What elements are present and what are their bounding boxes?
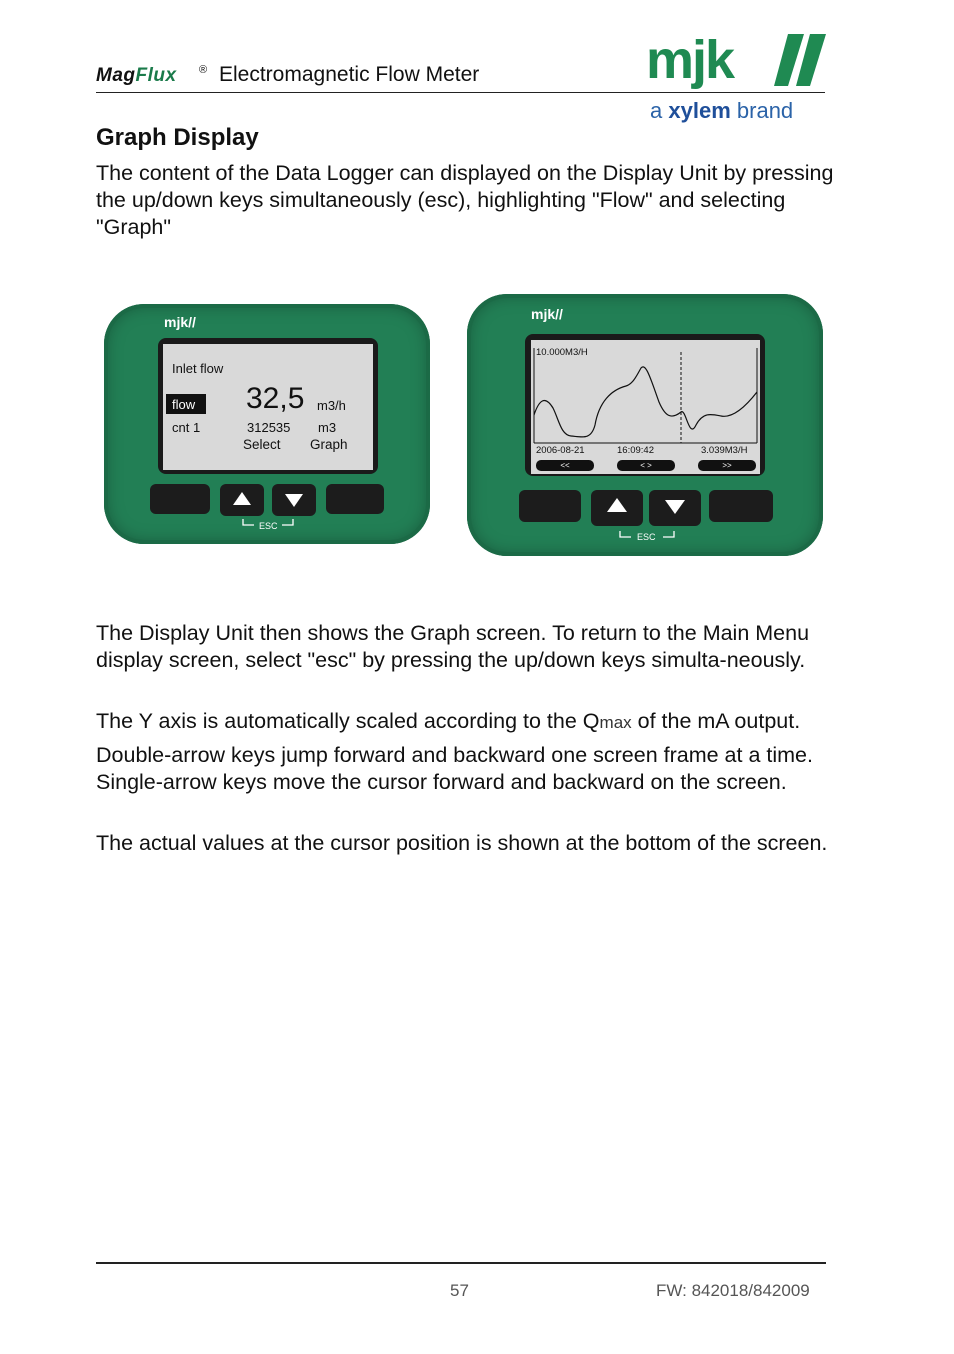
device-logo: mjk// [531, 306, 563, 322]
graph-screen [531, 340, 760, 474]
page-number: 57 [450, 1281, 469, 1300]
down-arrow-icon [272, 484, 316, 516]
softkey-select[interactable]: Select [243, 437, 281, 452]
frame-back-button[interactable]: << [536, 460, 594, 471]
flow-trace [534, 367, 757, 437]
menu-item-cnt[interactable]: cnt 1 [172, 420, 201, 435]
softkey-left-button[interactable] [150, 484, 210, 514]
main-screen [163, 344, 373, 470]
softkey-left-button[interactable] [519, 490, 581, 522]
mjk-logo-text: mjk [646, 30, 734, 90]
menu-item-flow[interactable]: flow [172, 397, 196, 412]
qmax-subscript: max [599, 713, 632, 732]
mjk-slashes-icon [774, 34, 826, 90]
brand-mag: Mag [96, 65, 136, 86]
paragraph-cursor-values: The actual values at the cursor position is shown at the bottom of the screen. [96, 831, 828, 855]
tag-a: a [650, 98, 663, 123]
softkey-graph[interactable]: Graph [310, 437, 348, 452]
header-title: Electromagnetic Flow Meter [219, 63, 480, 86]
paragraph-arrow-keys: Double-arrow keys jump forward and backward one screen frame at a time. Single-arrow keys move the cursor forward and backward on the screen. [96, 743, 813, 794]
frame-forward-button[interactable]: >> [698, 460, 756, 471]
down-button[interactable] [272, 484, 316, 516]
display-unit-graph [467, 294, 823, 556]
section-heading: Graph Display [96, 124, 259, 151]
tag-xylem: xylem [668, 98, 731, 123]
footer-divider [96, 1262, 826, 1264]
up-arrow-icon [591, 490, 643, 526]
registered-mark: ® [199, 64, 208, 76]
xylem-brand-tagline [650, 98, 793, 124]
cursor-time: 16:09:42 [617, 445, 654, 456]
intro-paragraph: The content of the Data Logger can displayed on the Display Unit by pressing the up/down keys simultaneously (esc), highlighting "Flow" and selecting "Graph" [96, 161, 834, 239]
cursor-date: 2006-08-21 [536, 445, 585, 456]
paragraph-y-axis [96, 708, 836, 736]
tag-brand: brand [736, 98, 794, 123]
down-arrow-icon [649, 490, 701, 526]
flow-value: 32,5 [246, 382, 305, 415]
mjk-xylem-logo [646, 30, 828, 130]
up-arrow-icon [220, 484, 264, 516]
screen-title: Inlet flow [172, 361, 224, 376]
cursor-move-button[interactable]: < > [617, 460, 675, 471]
paragraph-graph-screen: The Display Unit then shows the Graph screen. To return to the Main Menu display screen, select "esc" by pressing the up/down keys simulta-neously. [96, 621, 810, 672]
down-button[interactable] [649, 490, 701, 526]
softkey-right-button[interactable] [709, 490, 773, 522]
flow-unit: m3/h [317, 398, 346, 413]
magflux-wordmark [96, 65, 177, 87]
display-unit-main [104, 304, 430, 544]
up-button[interactable] [591, 490, 643, 526]
esc-label: ESC [259, 521, 278, 531]
firmware-version: FW: 842018/842009 [656, 1281, 810, 1300]
device-logo: mjk// [164, 314, 196, 330]
p3-text-before: The Y axis is automatically scaled according to the Q [96, 709, 600, 733]
esc-label: ESC [637, 532, 656, 542]
counter-unit: m3 [318, 420, 337, 435]
brand-flux: Flux [135, 65, 177, 86]
up-button[interactable] [220, 484, 264, 516]
p3-text-after: of the mA output. [631, 709, 801, 733]
cursor-value: 3.039M3/H [701, 445, 748, 456]
counter-value: 312535 [247, 420, 291, 435]
softkey-right-button[interactable] [326, 484, 384, 514]
graph-y-max: 10.000M3/H [536, 347, 588, 358]
